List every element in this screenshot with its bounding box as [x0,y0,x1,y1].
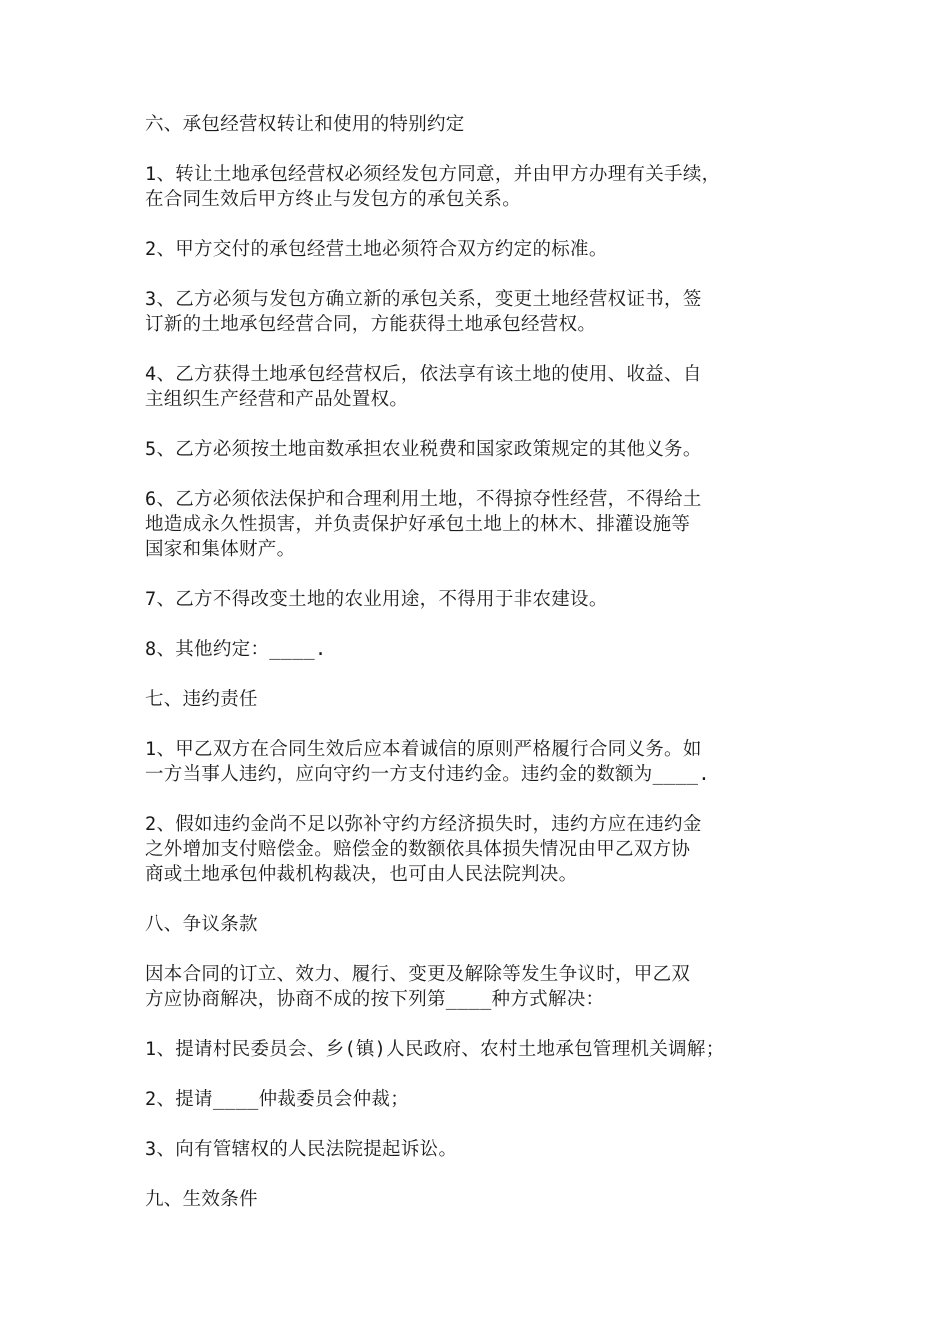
text-line: 4、乙方获得土地承包经营权后，依法享有该土地的使用、收益、自 [145,364,702,385]
text-line: 六、承包经营权转让和使用的特别约定 [145,114,465,135]
text-line: 之外增加支付赔偿金。赔偿金的数额依具体损失情况由甲乙双方协 [145,839,691,860]
text-line: 商或土地承包仲裁机构裁决，也可由人民法院判决。 [145,864,578,885]
clause-paragraph [145,237,815,262]
text-line: 3、向有管辖权的人民法院提起诉讼。 [145,1139,458,1160]
text-line: 一方当事人违约，应向守约一方支付违约金。违约金的数额为____. [145,764,710,785]
clause-paragraph [145,487,815,562]
document-body [145,112,815,1237]
text-line: 七、违约责任 [145,689,258,710]
text-line: 国家和集体财产。 [145,539,296,560]
text-line: 8、其他约定：____. [145,639,327,660]
text-line: 6、乙方必须依法保护和合理利用土地，不得掠夺性经营，不得给土 [145,489,702,510]
section-heading [145,112,815,137]
clause-paragraph [145,587,815,612]
text-line: 5、乙方必须按土地亩数承担农业税费和国家政策规定的其他义务。 [145,439,702,460]
text-line: 1、提请村民委员会、乡(镇)人民政府、农村土地承包管理机关调解； [145,1039,725,1060]
clause-paragraph [145,962,815,1012]
text-line: 3、乙方必须与发包方确立新的承包关系，变更土地经营权证书，签 [145,289,702,310]
clause-paragraph [145,1087,815,1112]
clause-paragraph [145,1137,815,1162]
text-line: 1、转让土地承包经营权必须经发包方同意，并由甲方办理有关手续， [145,164,721,185]
text-line: 九、生效条件 [145,1189,258,1210]
text-line: 在合同生效后甲方终止与发包方的承包关系。 [145,189,522,210]
text-line: 2、假如违约金尚不足以弥补守约方经济损失时，违约方应在违约金 [145,814,702,835]
clause-paragraph [145,287,815,337]
clause-paragraph [145,437,815,462]
text-line: 2、提请____仲裁委员会仲裁； [145,1089,409,1110]
text-line: 1、甲乙双方在合同生效后应本着诚信的原则严格履行合同义务。如 [145,739,702,760]
clause-paragraph [145,362,815,412]
text-line: 7、乙方不得改变土地的农业用途，不得用于非农建设。 [145,589,608,610]
section-heading [145,912,815,937]
clause-paragraph [145,1037,815,1062]
text-line: 方应协商解决，协商不成的按下列第____种方式解决： [145,989,605,1010]
clause-paragraph [145,812,815,887]
text-line: 八、争议条款 [145,914,258,935]
text-line: 2、甲方交付的承包经营土地必须符合双方约定的标准。 [145,239,608,260]
clause-paragraph [145,162,815,212]
clause-paragraph [145,637,815,662]
text-line: 地造成永久性损害，并负责保护好承包土地上的林木、排灌设施等 [145,514,691,535]
clause-paragraph [145,737,815,787]
text-line: 主组织生产经营和产品处置权。 [145,389,409,410]
text-line: 因本合同的订立、效力、履行、变更及解除等发生争议时，甲乙双 [145,964,691,985]
section-heading [145,687,815,712]
text-line: 订新的土地承包经营合同，方能获得土地承包经营权。 [145,314,597,335]
section-heading [145,1187,815,1212]
